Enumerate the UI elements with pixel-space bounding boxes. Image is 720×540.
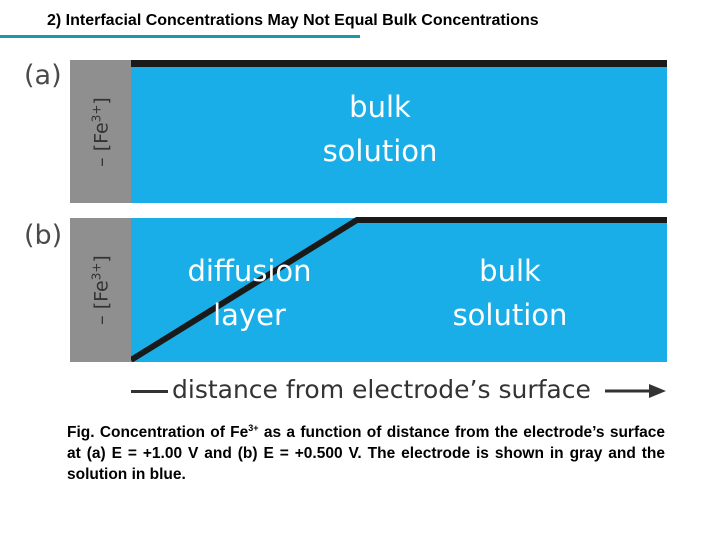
page-title: 2) Interfacial Concentrations May Not Equal Bulk Concentrations xyxy=(47,12,539,29)
caption-charge: 3+ xyxy=(248,423,259,433)
figure-caption xyxy=(67,418,665,485)
panel-b-y-axis-suffix: ] xyxy=(90,255,113,263)
panel-a-y-axis-prefix: – [Fe xyxy=(90,122,113,167)
panel-a-bulk-line2: solution xyxy=(322,133,438,168)
panel-b-label: (b) xyxy=(24,220,63,251)
panel-a-label: (a) xyxy=(24,60,62,91)
panel-a-bulk-solution-text xyxy=(300,86,460,173)
panel-a-bulk-line1: bulk xyxy=(349,90,411,124)
x-axis-label: distance from electrode’s surface xyxy=(172,375,591,404)
caption-part1: Fig. Concentration of Fe xyxy=(67,424,249,442)
panel-a-y-axis-label xyxy=(89,97,112,167)
panel-b-y-axis-prefix: – [Fe xyxy=(90,280,113,325)
panel-b-diffusion-line2: layer xyxy=(213,297,286,332)
panel-b-y-axis-charge: 3+ xyxy=(89,262,104,281)
panel-a-y-axis-suffix: ] xyxy=(90,97,113,105)
x-axis-line-left xyxy=(131,390,168,393)
panel-b-diffusion-line1: diffusion xyxy=(187,254,312,288)
panel-b-diffusion-layer-text xyxy=(172,250,327,337)
panel-b-bulk-line2: solution xyxy=(452,297,568,332)
x-axis-arrow-icon xyxy=(603,382,667,402)
panel-b-y-axis-label xyxy=(89,255,112,325)
panel-a-concentration-line xyxy=(131,60,667,67)
panel-a-y-axis-charge: 3+ xyxy=(89,104,104,123)
caption-part2: as a function of distance from the electrode’s surface at (a) E = +1.00 V and (b) E = +0.500 V. The electrode is shown in gray and the solution in blue. xyxy=(67,424,665,484)
panel-b-bulk-solution-text xyxy=(430,250,590,337)
title-underline xyxy=(0,35,360,38)
panel-b-bulk-line1: bulk xyxy=(479,254,541,288)
